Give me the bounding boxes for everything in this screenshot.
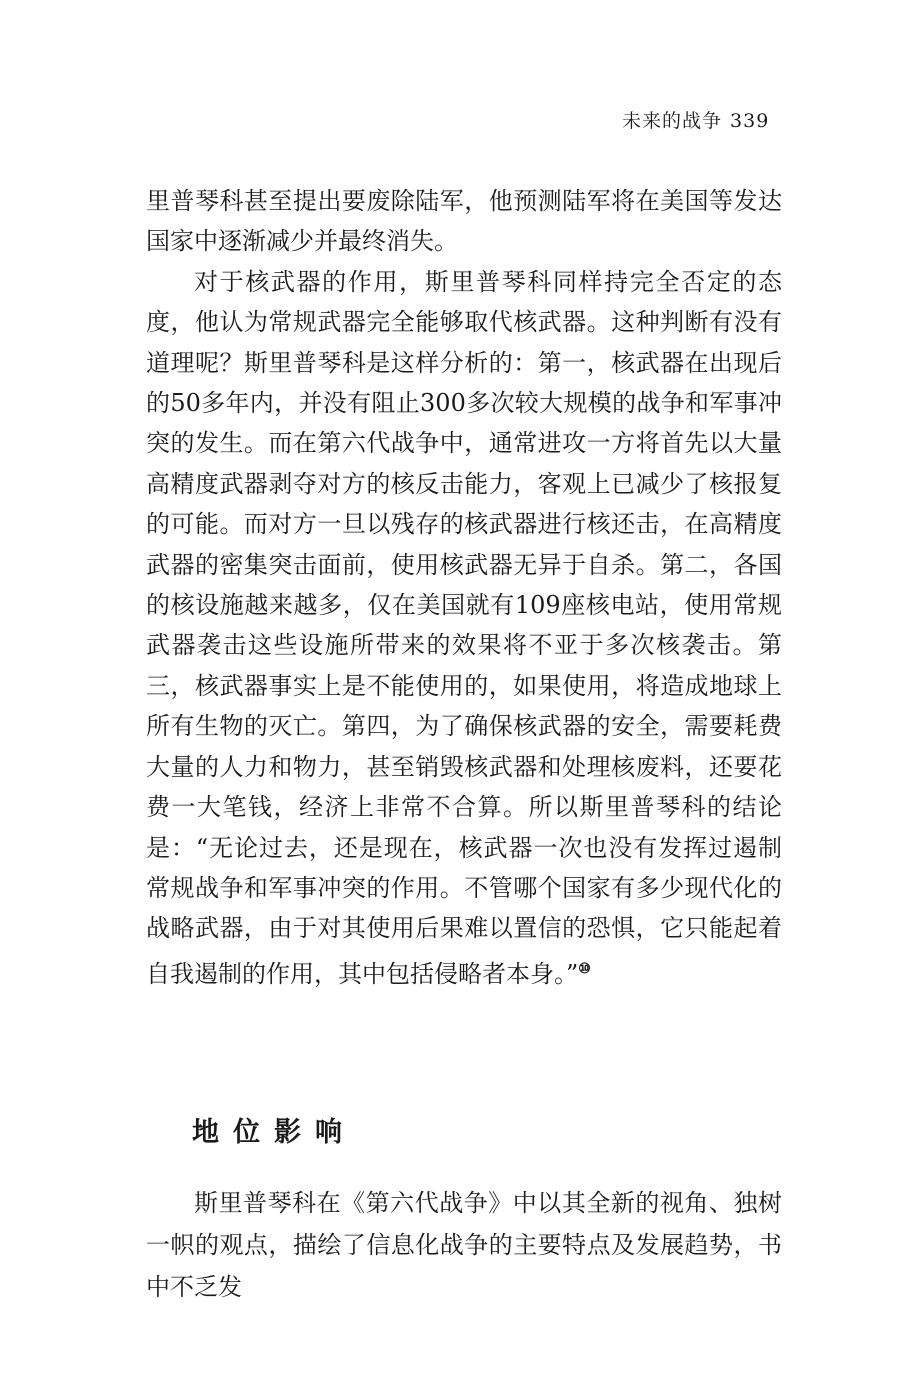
running-header: [622, 106, 769, 133]
section-paragraph: 斯里普琴科在《第六代战争》中以其全新的视角、独树一帜的观点，描绘了信息化战争的主要特点及发展趋势，书中不乏发: [146, 1189, 782, 1301]
footnote-marker: ⑩: [578, 960, 591, 977]
paragraph-continuation: 里普琴科甚至提出要废除陆军，他预测陆军将在美国等发达国家中逐渐减少并最终消失。: [146, 187, 782, 256]
paragraph-nuclear-weapons: [146, 262, 782, 994]
section-body: [146, 1182, 782, 1308]
section-title: 地位影响: [192, 1117, 356, 1148]
body-text: [146, 181, 782, 994]
page-number: 339: [730, 110, 770, 132]
running-title: 未来的战争: [622, 110, 723, 132]
paragraph-text: 对于核武器的作用，斯里普琴科同样持完全否定的态度，他认为常规武器完全能够取代核武器。这种判断有没有道理呢？斯里普琴科是这样分析的：第一，核武器在出现后的50多年内，并没有阻止300多次较大规模的战争和军事冲突的发生。而在第六代战争中，通常进攻一方将首先以大量高精度武器剥夺对方的核反击能力，客观上已减少了核报复的可能。而对方一旦以残存的核武器进行核还击，在高精度武器的密集突击面前，使用核武器无异于自杀。第二，各国的核设施越来越多，仅在美国就有109座核电站，使用常规武器袭击这些设施所带来的效果将不亚于多次核袭击。第三，核武器事实上是不能使用的，如果使用，将造成地球上所有生物的灭亡。第四，为了确保核武器的安全，需要耗费大量的人力和物力，甚至销毁核武器和处理核废料，还要花费一大笔钱，经济上非常不合算。所以斯里普琴科的结论是：“无论过去，还是现在，核武器一次也没有发挥过遏制常规战争和军事冲突的作用。不管哪个国家有多少现代化的战略武器，由于对其使用后果难以置信的恐惧，它只能起着自我遏制的作用，其中包括侵略者本身。”: [146, 267, 782, 988]
